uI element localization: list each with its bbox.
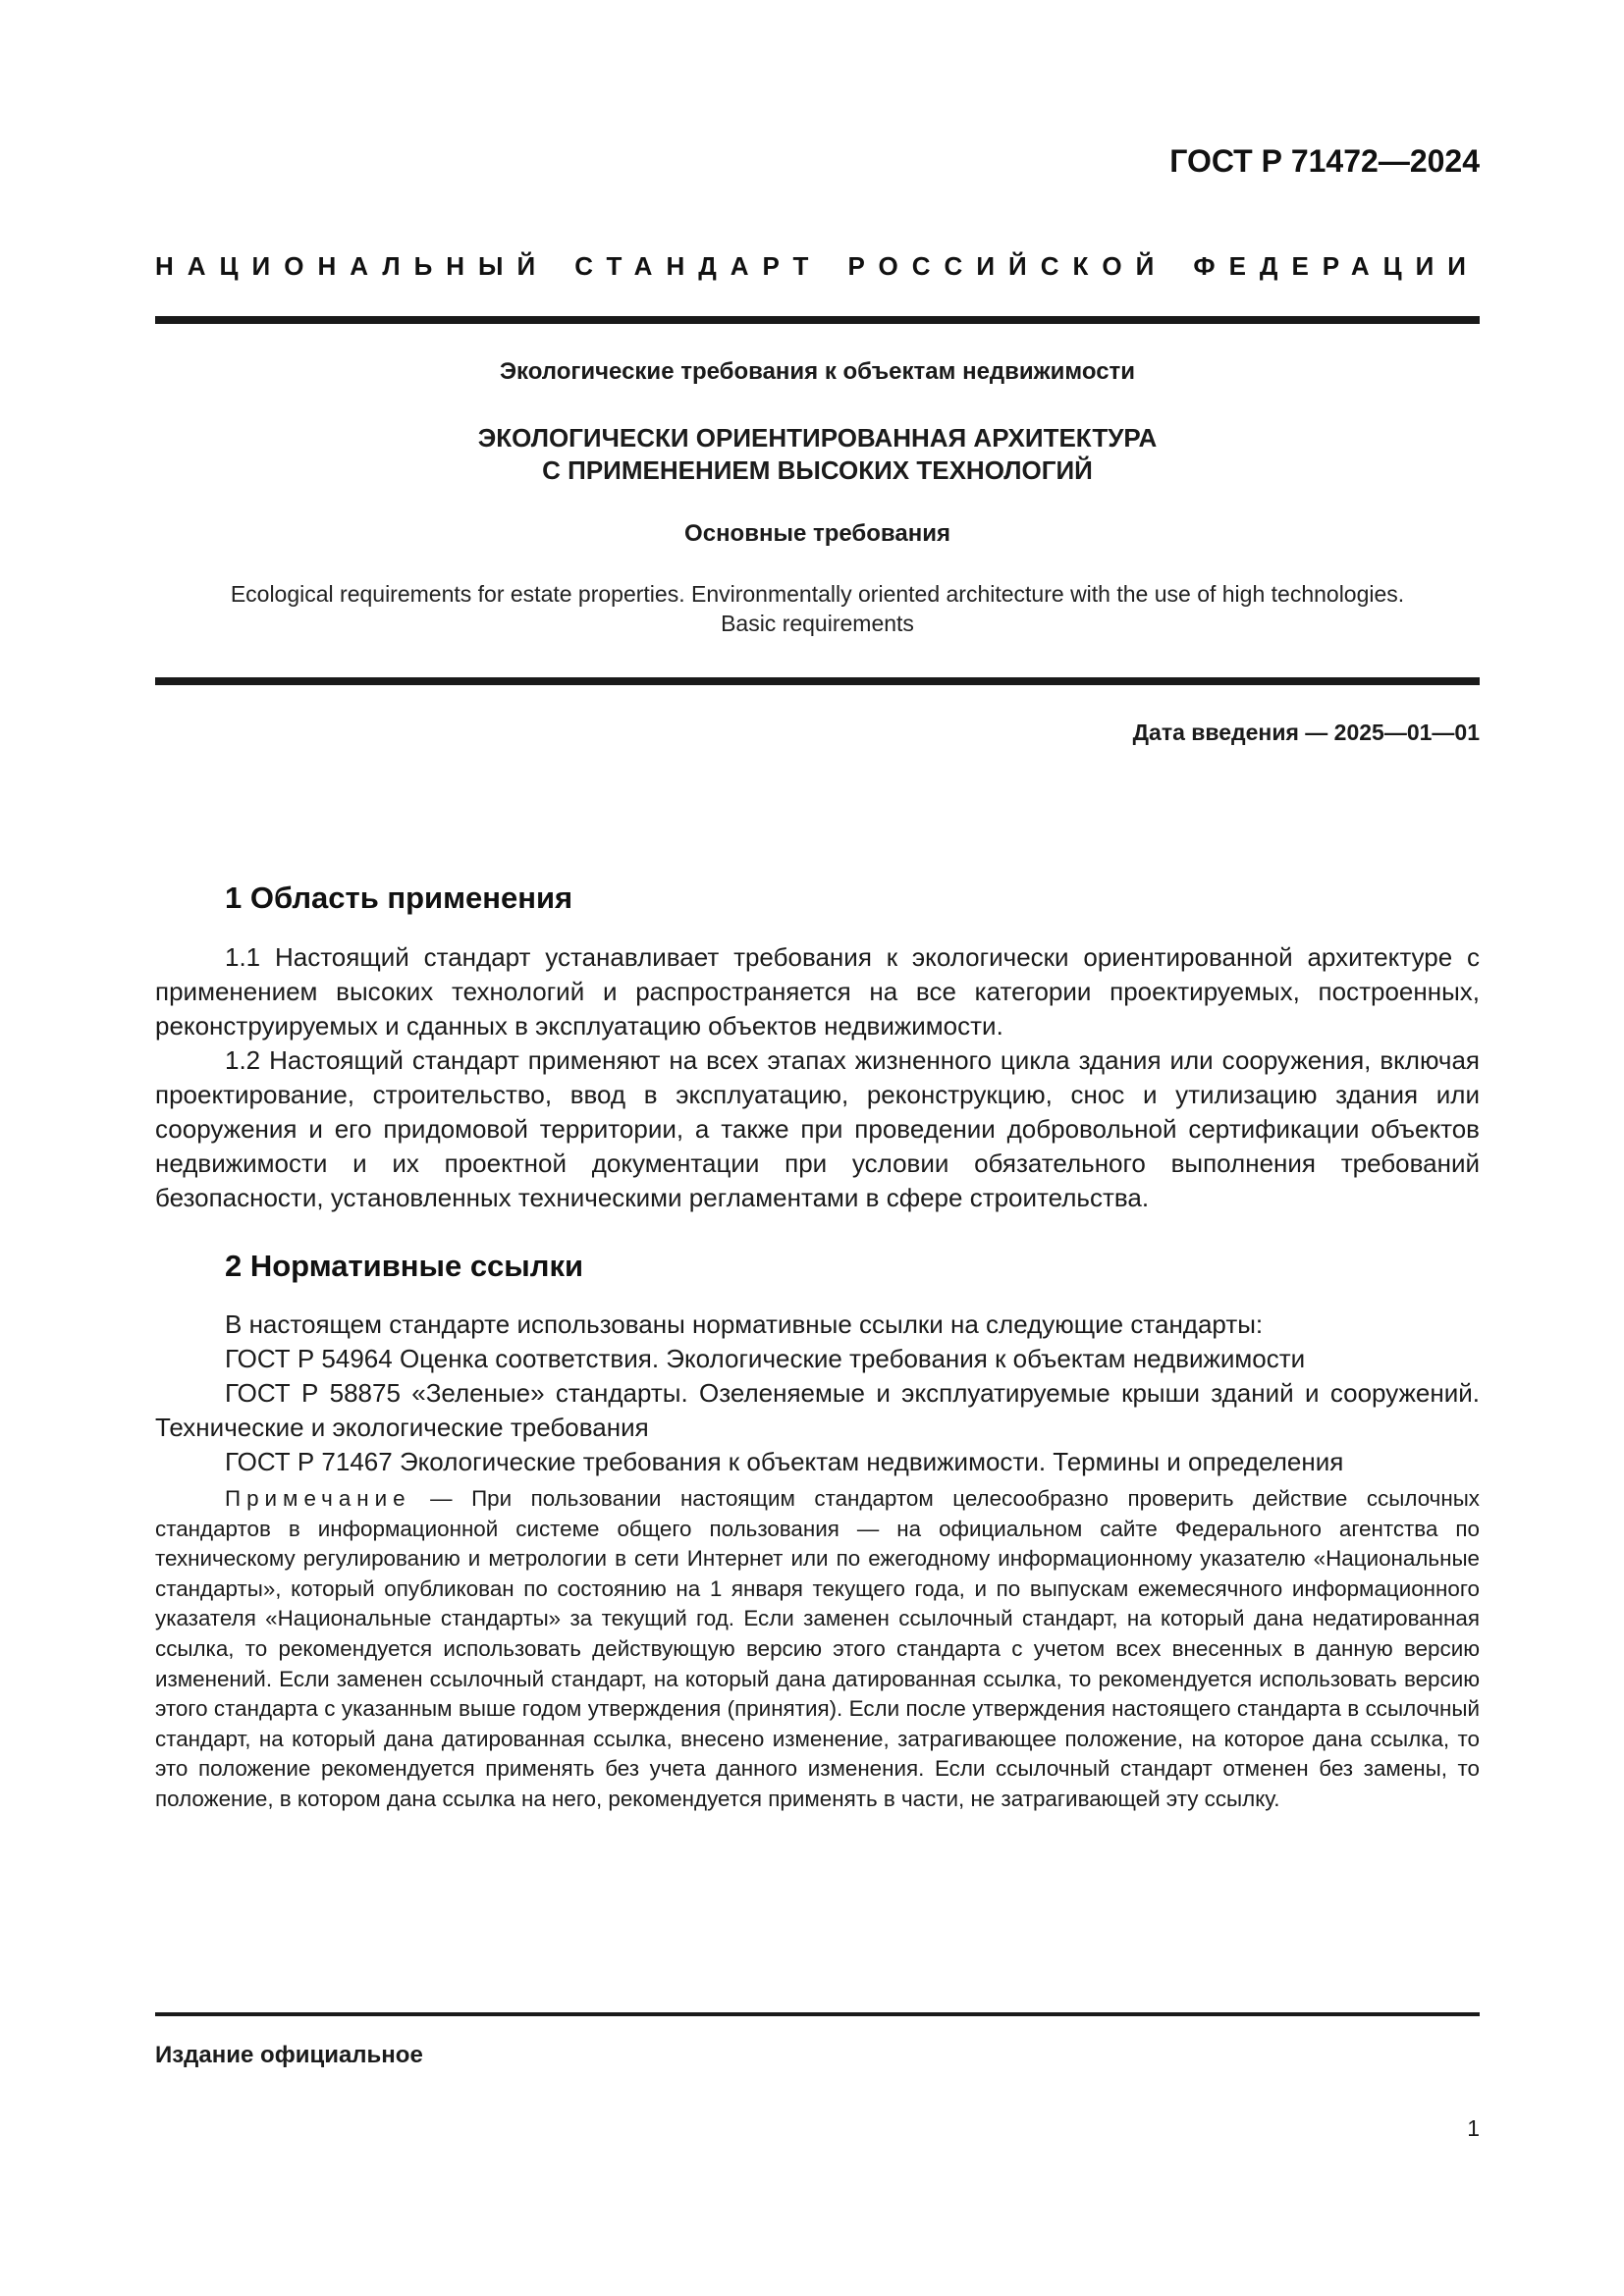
reference-item: ГОСТ Р 54964 Оценка соответствия. Экологические требования к объектам недвижимости [225, 1344, 1306, 1373]
national-standard-banner: НАЦИОНАЛЬНЫЙ СТАНДАРТ РОССИЙСКОЙ ФЕДЕРАЦИИ [155, 251, 1480, 281]
english-title-line-1: Ecological requirements for estate properties. Environmentally oriented architecture with the use of high technologies. [230, 581, 1405, 607]
references-intro: В настоящем стандарте использованы нормативные ссылки на следующие стандарты: [225, 1309, 1264, 1339]
note-text: — При пользовании настоящим стандартом целесообразно проверить действие ссылочных стандартов в информационной системе общего пользования — на официальном сайте Федерального агентства по техническому регулированию и метрологии в сети Интернет или по ежегодному информационному указателю «Национальные стандарты», который опубликован по состоянию на 1 января текущего года, и по выпускам ежемесячного информационного указателя «Национальные стандарты» за текущий год. Если заменен ссылочный стандарт, на который дана недатированная ссылка, то рекомендуется использовать действующую версию этого стандарта с учетом всех внесенных в данную версию изменений. Если заменен ссылочный стандарт, на который дана датированная ссылка, то рекомендуется использовать версию этого стандарта с указанным выше годом утверждения (принятия). Если после утверждения настоящего стандарта в ссылочный стандарт, на который дана датированная ссылка, внесено изменение, затрагивающее положение, на которое дана ссылка, то это положение рекомендуется применять без учета данного изменения. Если ссылочный стандарт отменен без замены, то положение, в котором дана ссылка на него, рекомендуется применять в части, не затрагивающей эту ссылку. [155, 1486, 1480, 1811]
official-edition-label: Издание официальное [155, 2042, 423, 2068]
section-2-body [155, 1308, 1480, 1479]
section-1-heading: 1 Область применения [225, 881, 573, 915]
english-title-line-2: Basic requirements [721, 611, 914, 636]
note [155, 1484, 1480, 1815]
basic-requirements-title: Основные требования [684, 520, 950, 547]
standard-title-line-2: С ПРИМЕНЕНИЕМ ВЫСОКИХ ТЕХНОЛОГИЙ [542, 455, 1093, 485]
note-label: Примечание [225, 1486, 411, 1511]
reference-item: ГОСТ Р 71467 Экологические требования к объектам недвижимости. Термины и определения [225, 1447, 1344, 1476]
reference-item: ГОСТ Р 58875 «Зеленые» стандарты. Озеленяемые и эксплуатируемые крыши зданий и сооружений. Технические и экологические требования [155, 1378, 1480, 1442]
clause-1-2: 1.2 Настоящий стандарт применяют на всех этапах жизненного цикла здания или сооружения, включая проектирование, строительство, ввод в эксплуатацию, реконструкцию, снос и утилизацию здания или сооружения и его придомовой территории, а также при проведении добровольной сертификации объектов недвижимости и их проектной документации при условии обязательного выполнения требований безопасности, установленных техническими регламентами в сфере строительства. [155, 1045, 1480, 1212]
title-divider [155, 677, 1480, 685]
english-title [155, 579, 1480, 638]
clause-1-1: 1.1 Настоящий стандарт устанавливает требования к экологически ориентированной архитектуре с применением высоких технологий и распространяется на все категории проектируемых, построенных, реконструируемых и сданных в эксплуатацию объектов недвижимости. [155, 942, 1480, 1041]
introduction-date: Дата введения — 2025—01—01 [1132, 720, 1480, 745]
footer-divider [155, 2012, 1480, 2016]
standard-subtitle: Экологические требования к объектам недвижимости [499, 358, 1136, 385]
standard-title [155, 422, 1480, 487]
gost-number: ГОСТ Р 71472—2024 [1169, 143, 1480, 179]
top-divider [155, 316, 1480, 324]
section-2-heading: 2 Нормативные ссылки [225, 1249, 584, 1283]
section-1-body [155, 940, 1480, 1215]
page-number: 1 [1467, 2115, 1480, 2141]
standard-title-line-1: ЭКОЛОГИЧЕСКИ ОРИЕНТИРОВАННАЯ АРХИТЕКТУРА [477, 423, 1158, 453]
